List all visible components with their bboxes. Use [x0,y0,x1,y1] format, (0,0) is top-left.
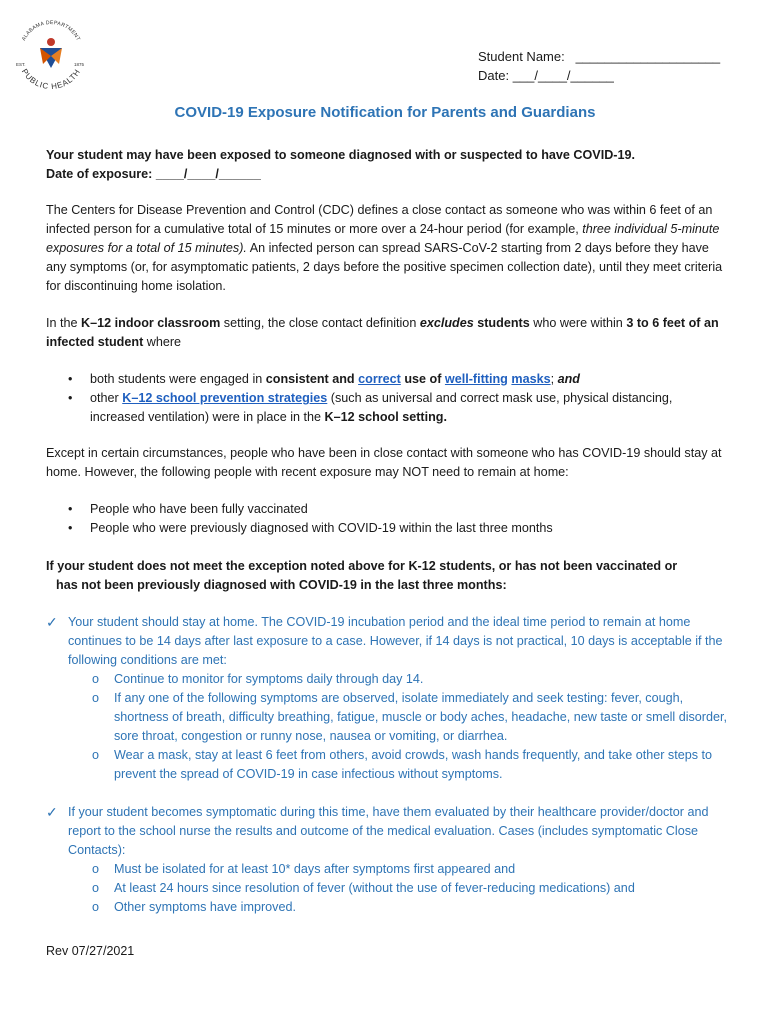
list-item [68,670,728,689]
date-label: Date: [478,68,510,83]
adph-logo [10,12,92,94]
sub-text: Must be isolated for at least 10* days after symptoms first appeared and [114,862,516,876]
list-item [68,746,728,784]
symptomatic-section [46,803,728,917]
circle-bullet-icon: o [92,881,100,895]
list-item [46,389,728,427]
sub-text: Wear a mask, stay at least 6 feet from others, avoid crowds, wash hands frequently, and take other steps to prevent the spread of COVID-19 in case infectious without symptoms. [114,748,713,781]
date-line[interactable] [478,66,720,85]
circle-bullet-icon: o [92,691,100,705]
logo-bottom-text: PUBLIC HEALTH [19,67,83,92]
circle-bullet-icon: o [92,748,100,762]
cdc-paragraph [46,201,728,296]
except-paragraph: Except in certain circumstances, people who have been in close contact with someone who has COVID-19 should stay at home. However, the following people with recent exposure may NOT need to remain at home: [46,446,722,479]
k12-paragraph [46,314,728,352]
correct-link[interactable]: correct [358,372,401,386]
condition-line1: If your student does not meet the exception noted above for K-12 students, or has not been vaccinated or [46,559,678,573]
list-item [68,879,728,898]
k12-text: where [143,335,182,349]
logo-year: 1875 [74,62,85,67]
condition-heading [46,557,728,595]
intro-line1: Your student may have been exposed to someone diagnosed with or suspected to have COVID-19. [46,148,636,162]
k12-setting: K–12 indoor classroom [81,316,221,330]
cdc-italic: three individual 5-minute exposures for a total of 15 minutes). [46,222,720,255]
well-fitting-link[interactable]: well-fitting [444,372,508,386]
k12-strategies-link[interactable]: K–12 school prevention strategies [122,391,328,405]
logo-top-text: ALABAMA DEPARTMENT [20,19,82,42]
logo-est: EST. [16,62,26,67]
date-blank: ___/____/______ [512,68,614,83]
list-item [68,860,728,879]
bullet-bold: consistent and [265,372,359,386]
circle-bullet-icon: o [92,900,100,914]
cdc-part2: An infected person can spread SARS-CoV-2 starting from 2 days before they have any symptoms (or, for asymptomatic patients, 2 days before the positive specimen collection date), until they meet criteria for discontinuing home isolation. [46,241,723,293]
circle-bullet-icon: o [92,862,100,876]
bullet-text: (such as universal and correct mask use, physical distancing, increased ventilation) were in place in the [90,391,673,424]
masks-link[interactable]: masks [511,372,551,386]
sub-text: At least 24 hours since resolution of fever (without the use of fever-reducing medications) and [114,881,635,895]
sub-text: Continue to monitor for symptoms daily through day 14. [114,672,424,686]
circle-bullet-icon: o [92,672,100,686]
page-title: COVID-19 Exposure Notification for Parents and Guardians [174,104,596,121]
logo-emblem-icon [40,38,62,68]
stay-home-text: Your student should stay at home. The COVID-19 incubation period and the ideal time period to remain at home continues to be 14 days after last exposure to a case. However, if 14 days is not practical, 10 days is acceptable if the following conditions are met: [68,615,723,667]
student-name-label: Student Name: [478,49,565,64]
k12-conditions-list [46,370,728,427]
intro-block [46,146,728,184]
k12-excludes: excludes [419,316,474,330]
k12-text: In the [46,316,82,330]
list-item [68,689,728,746]
checkmark-icon: ✓ [46,614,58,630]
bullet-bold: K–12 school setting. [324,410,447,424]
k12-students: students [473,316,530,330]
stay-home-section [46,613,728,784]
cdc-part1: The Centers for Disease Prevention and Control (CDC) defines a close contact as someone who was within 6 feet of an infected person for a cumulative total of 15 minutes or more over a 24-hour period (for example, [46,203,713,236]
revision-date: Rev 07/27/2021 [46,944,135,958]
student-name-line[interactable] [478,47,720,66]
list-item [46,370,728,389]
sub-text: Other symptoms have improved. [114,900,296,914]
bullet-text: other [90,391,123,405]
student-name-blank: ____________________ [575,49,721,64]
checkmark-icon: ✓ [46,804,58,820]
list-item [68,898,728,917]
condition-line2: has not been previously diagnosed with COVID-19 in the last three months: [56,578,507,592]
svg-text:PUBLIC HEALTH [20,67,82,91]
k12-distance: 3 to 6 feet of an infected student [46,316,719,349]
k12-text: who were within [529,316,627,330]
k12-text: setting, the close contact definition [220,316,420,330]
symptomatic-text: If your student becomes symptomatic during this time, have them evaluated by their healthcare provider/doctor and report to the school nurse the results and outcome of the medical evaluation. Cases (includes symptomatic Close Contacts): [68,805,709,857]
list-item: • People who have been fully vaccinated [46,500,728,519]
bullet-bold: use of [400,372,445,386]
bullet-and: and [557,372,580,386]
list-item: • People who were previously diagnosed with COVID-19 within the last three months [46,519,728,538]
exposure-date: Date of exposure: ____/____/______ [46,167,261,181]
sub-text: If any one of the following symptoms are observed, isolate immediately and seek testing: fever, cough, shortness of breath, difficulty breathing, fatigue, muscle or body aches, headache, new taste or smell disorder, sore throat, congestion or runny nose, nausea or vomiting, or diarrhea. [114,691,728,743]
bullet-text: ; [550,372,558,386]
exemptions-list [46,500,728,538]
bullet-text: both students were engaged in [90,372,266,386]
student-fields [478,47,720,85]
